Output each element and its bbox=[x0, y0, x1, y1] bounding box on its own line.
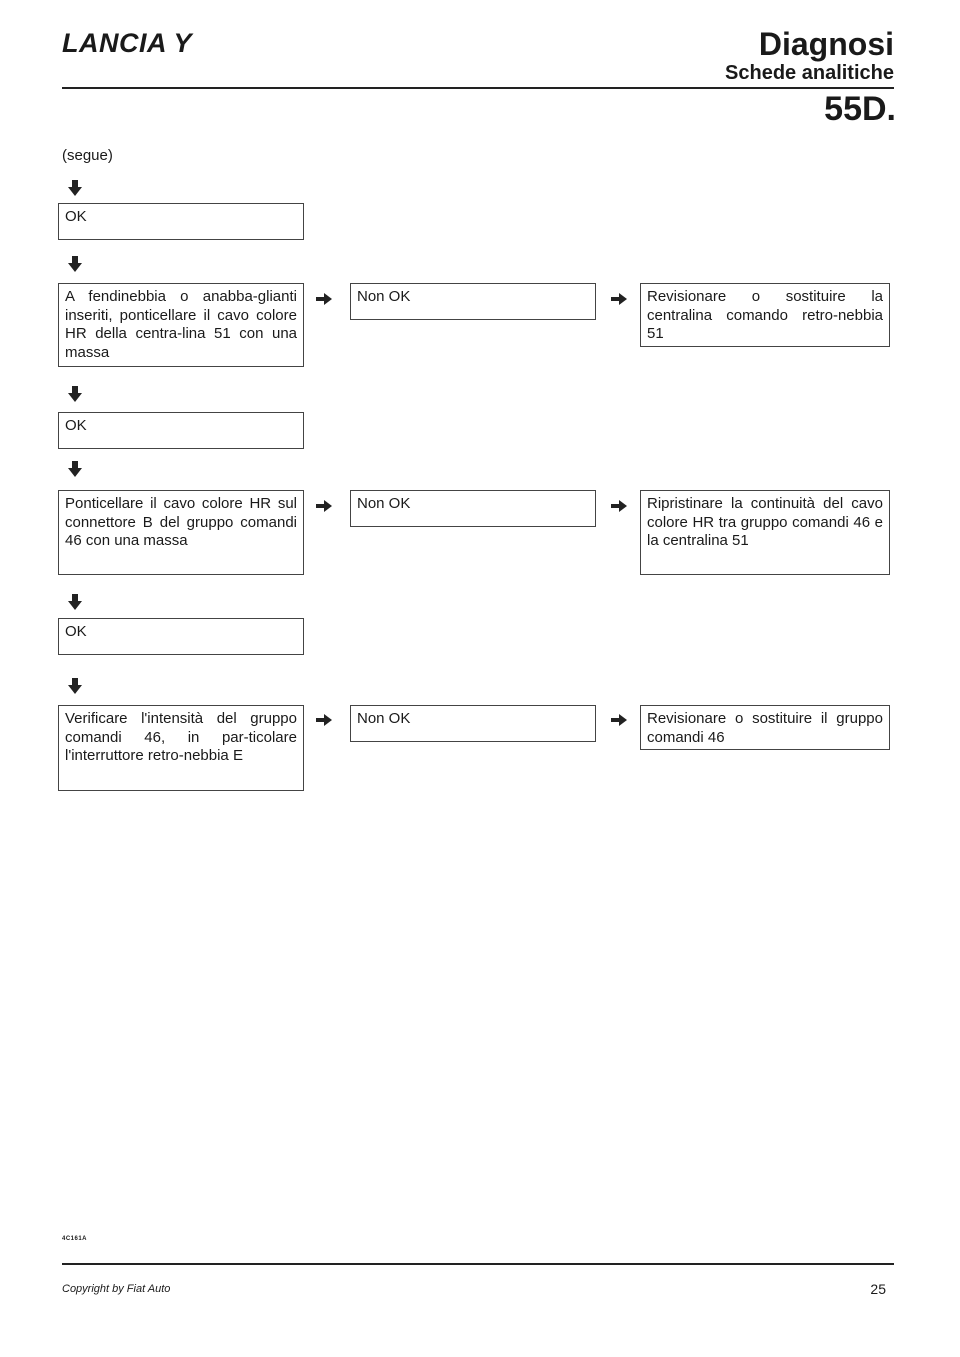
step-text: Verificare l'intensità del gruppo comandi 46, in par-ticolare l'interruttore retro-nebbia E bbox=[65, 710, 297, 764]
action-text: Revisionare o sostituire la centralina comando retro-nebbia 51 bbox=[647, 288, 883, 342]
action-text: Revisionare o sostituire il gruppo comandi 46 bbox=[647, 710, 883, 746]
arrow-down-icon bbox=[68, 461, 82, 477]
arrow-down-icon bbox=[68, 180, 82, 196]
non-ok-label: Non OK bbox=[357, 288, 411, 305]
non-ok-box-2 bbox=[350, 490, 596, 527]
non-ok-label: Non OK bbox=[357, 710, 411, 727]
header-rule bbox=[62, 87, 894, 89]
arrow-right-icon bbox=[611, 500, 627, 512]
arrow-right-icon bbox=[316, 500, 332, 512]
document-code: 4C161A bbox=[62, 1236, 88, 1242]
arrow-down-icon bbox=[68, 386, 82, 402]
non-ok-box-3 bbox=[350, 705, 596, 742]
step-text: A fendinebbia o anabba-glianti inseriti, ponticellare il cavo colore HR della centra-lina 51 con una massa bbox=[65, 288, 297, 361]
page-subtitle: Schede analitiche bbox=[725, 62, 894, 84]
page-title: Diagnosi bbox=[758, 26, 894, 62]
arrow-right-icon bbox=[611, 714, 627, 726]
copyright-text: Copyright by Fiat Auto bbox=[62, 1283, 171, 1295]
step-text: Ponticellare il cavo colore HR sul connettore B del gruppo comandi 46 con una massa bbox=[65, 495, 297, 549]
ok-box-3 bbox=[58, 618, 304, 655]
step-box-1 bbox=[58, 283, 304, 367]
action-text: Ripristinare la continuità del cavo colore HR tra gruppo comandi 46 e la centralina 51 bbox=[647, 495, 883, 549]
step-box-2 bbox=[58, 490, 304, 575]
non-ok-label: Non OK bbox=[357, 495, 411, 512]
arrow-right-icon bbox=[316, 293, 332, 305]
continued-label: (segue) bbox=[62, 147, 113, 164]
action-box-3 bbox=[640, 705, 890, 750]
arrow-down-icon bbox=[68, 256, 82, 272]
page-number: 25 bbox=[870, 1281, 886, 1297]
section-code: 55D. bbox=[824, 90, 896, 128]
action-box-1 bbox=[640, 283, 890, 347]
ok-label: OK bbox=[65, 208, 87, 225]
ok-label: OK bbox=[65, 417, 87, 434]
ok-box-1 bbox=[58, 203, 304, 240]
arrow-right-icon bbox=[611, 293, 627, 305]
ok-label: OK bbox=[65, 623, 87, 640]
arrow-down-icon bbox=[68, 594, 82, 610]
footer-rule bbox=[62, 1263, 894, 1265]
arrow-right-icon bbox=[316, 714, 332, 726]
step-box-3 bbox=[58, 705, 304, 791]
brand-logo: LANCIA Y bbox=[62, 28, 193, 58]
ok-box-2 bbox=[58, 412, 304, 449]
action-box-2 bbox=[640, 490, 890, 575]
arrow-down-icon bbox=[68, 678, 82, 694]
non-ok-box-1 bbox=[350, 283, 596, 320]
